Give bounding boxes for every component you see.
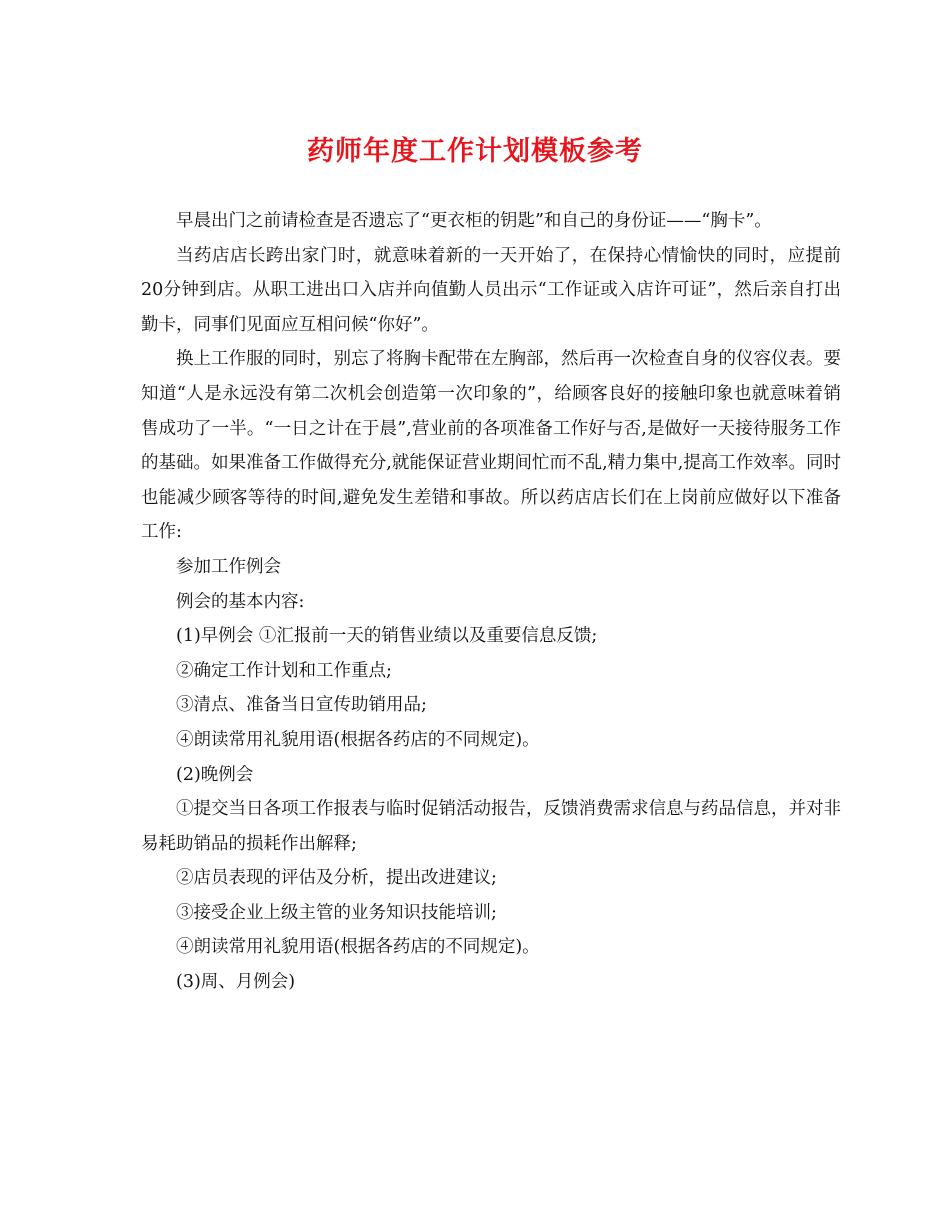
line-evening-meeting: (2)晚例会	[176, 764, 254, 785]
line-training: ③接受企业上级主管的业务知识技能培训;	[176, 902, 497, 923]
document-title: 药师年度工作计划模板参考	[307, 136, 643, 167]
line-meeting-content: 例会的基本内容:	[176, 591, 305, 612]
paragraph-preparation: 换上工作服的同时，别忘了将胸卡配带在左胸部，然后再一次检查自身的仪容仪表。要知道“人是永远没有第二次机会创造第一次印象的”，给顾客良好的接触印象也就意味着销售成功了一半。“一日之计在于晨”,营业前的各项准备工作好与否,是做好一天接待服务工作的基础。如果准备工作做得充分,就能保证营业期间忙而不乱,精力集中,提高工作效率。同时也能减少顾客等待的时间,避免发生差错和事故。所以药店店长们在上岗前应做好以下准备工作:	[141, 349, 841, 543]
line-morning-meeting: (1)早例会 ①汇报前一天的销售业绩以及重要信息反馈;	[176, 626, 598, 647]
line-polite-phrases-2: ④朗读常用礼貌用语(根据各药店的不同规定)。	[176, 937, 540, 958]
paragraph-arrival: 当药店店长跨出家门时，就意味着新的一天开始了，在保持心情愉快的同时，应提前20分钟到店。从职工进出口入店并向值勤人员出示“工作证或入店许可证”，然后亲自打出勤卡，同事们见面应互相问候“你好”。	[141, 245, 841, 335]
line-weekly-monthly: (3)周、月例会)	[176, 972, 296, 993]
paragraph-evening-reports: ①提交当日各项工作报表与临时促销活动报告，反馈消费需求信息与药品信息，并对非易耗助销品的损耗作出解释;	[141, 799, 841, 854]
line-join-meeting: 参加工作例会	[176, 556, 281, 577]
line-promo-items: ③清点、准备当日宣传助销用品;	[176, 695, 427, 716]
line-polite-phrases: ④朗读常用礼貌用语(根据各药店的不同规定)。	[176, 729, 540, 750]
line-work-plan: ②确定工作计划和工作重点;	[176, 660, 392, 681]
line-staff-evaluation: ②店员表现的评估及分析，提出改进建议;	[176, 868, 497, 889]
paragraph-morning-check: 早晨出门之前请检查是否遗忘了“更衣柜的钥匙”和自己的身份证——“胸卡”。	[176, 211, 772, 231]
document-body	[141, 204, 841, 1000]
